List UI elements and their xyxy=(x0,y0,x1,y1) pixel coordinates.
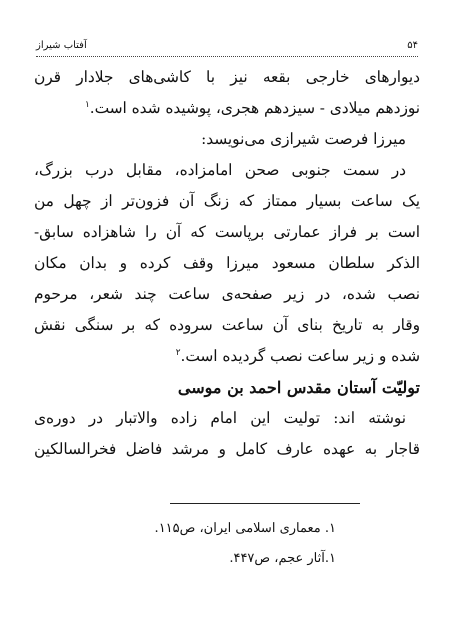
text-line: دیوارهای خارجی بقعه نیز با کاشی‌های جلادار قرن xyxy=(34,68,420,86)
footnotes xyxy=(34,514,420,574)
text-line: نصب شده، در زیر صفحه‌ی ساعت چند شعر، مرحوم xyxy=(34,285,420,303)
section-heading: تولیّت آستان مقدس احمد بن موسی xyxy=(177,378,420,397)
footnote-divider xyxy=(170,503,360,504)
text-line: شده و زیر ساعت نصب گردیده است.$^۲$ xyxy=(175,347,420,365)
page-number: ۵۴ xyxy=(407,40,418,51)
footnote: ۱.آثار عجم، ص۴۴۷. xyxy=(229,551,336,566)
footnote: ۱. معماری اسلامی ایران، ص۱۱۵. xyxy=(154,521,336,536)
text-line: میرزا فرصت شیرازی می‌نویسد: xyxy=(201,130,406,148)
text-line: قاجار به عهده عارف کامل و مرشد فاضل فخرالسالکین xyxy=(34,440,420,458)
text-line: یک ساعت بسیار ممتاز که زنگ آن فزون‌تر از چهل من xyxy=(34,192,420,210)
text-line: نوشته اند: تولیت این امام زاده والاتبار در دوره‌ی xyxy=(34,409,406,427)
text-line: در سمت جنوبی صحن امامزاده، مقابل درب بزرگ، xyxy=(34,161,406,179)
main-text xyxy=(34,62,420,465)
footnote-mark: ۱ xyxy=(84,99,90,110)
footnote-mark: ۲ xyxy=(175,347,181,358)
running-title: آفتاب شیراز xyxy=(36,40,87,51)
text-line: الذکر سلطان مسعود میرزا وقف کرده و بدان مکان xyxy=(34,254,420,272)
text-line: وقار به تاریخ بنای آن ساعت سروده که بر سنگی نقش xyxy=(34,316,420,334)
page-header xyxy=(36,40,418,57)
text-line: است بر فراز عمارتی برپاست که آن را شاهزاده سابق- xyxy=(34,223,420,241)
text-line: نوزدهم میلادی - سیزدهم هجری، پوشیده شده است.$^۱$ xyxy=(84,99,420,117)
